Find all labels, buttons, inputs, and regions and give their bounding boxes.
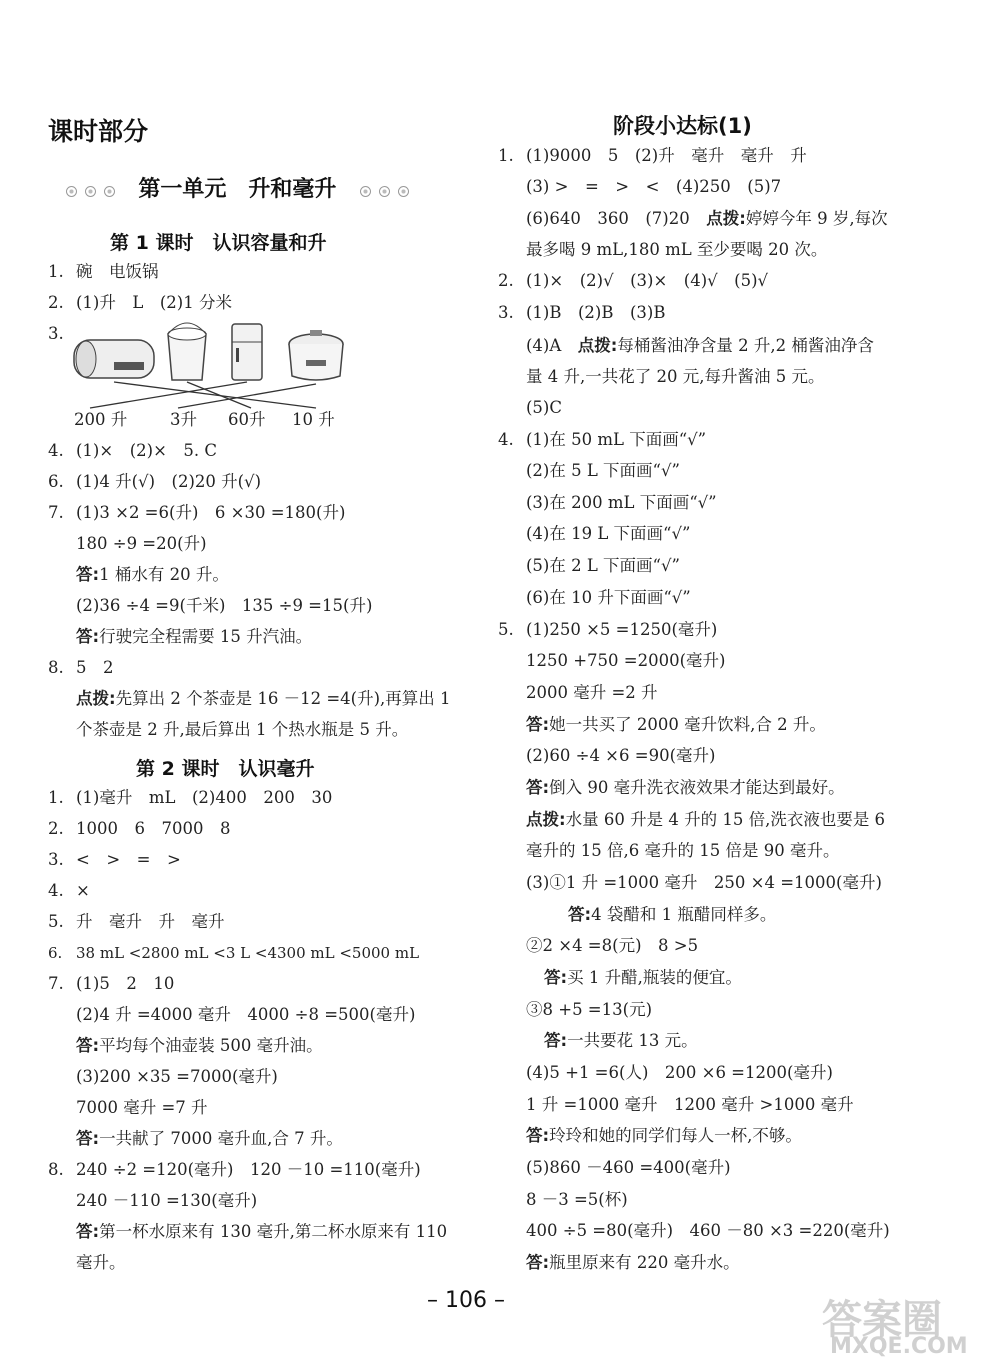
answer-line: (3)①1 升 =1000 毫升 250 ×4 =1000(毫升) <box>526 873 882 892</box>
answer-line: (4)5 +1 =6(人) 200 ×6 =1200(毫升) <box>526 1063 833 1082</box>
answer-line: 1 升 =1000 毫升 1200 毫升 >1000 毫升 <box>526 1095 854 1114</box>
answer-line: 1. 碗 电饭锅 <box>48 262 159 281</box>
answer-line: 答:一共要花 13 元。 <box>544 1031 698 1050</box>
answer-line: (4)A 点拨:每桶酱油净含量 2 升,2 桶酱油净含 <box>526 336 874 355</box>
section-title: 课时部分 <box>48 117 149 146</box>
answer-line: 8. 5 2 <box>48 658 114 677</box>
answer-line: (2)36 ÷4 =9(千米) 135 ÷9 =15(升) <box>76 596 373 615</box>
answer-line: 5. 升 毫升 升 毫升 <box>48 912 225 931</box>
ornament-icon <box>398 186 409 197</box>
ornament-icon <box>360 186 371 197</box>
answer-line: 答:玲玲和她的同学们每人一杯,不够。 <box>526 1126 802 1145</box>
answer-line: (2)在 5 L 下面画“√” <box>526 461 680 480</box>
answer-line: 240 －110 =130(毫升) <box>76 1191 258 1210</box>
stage-title: 阶段小达标(1) <box>613 114 752 138</box>
bucket-tank-icon <box>74 340 154 378</box>
ornament-icon <box>85 186 96 197</box>
ornament-icon <box>379 186 390 197</box>
ornament-icon <box>104 186 115 197</box>
answer-line: 7. (1)3 ×2 =6(升) 6 ×30 =180(升) <box>48 503 346 522</box>
answer-line: 2. (1)× (2)√ (3)× (4)√ (5)√ <box>498 271 769 290</box>
answer-line: (3) > = > < (4)250 (5)7 <box>526 177 782 196</box>
answer-line: (4)在 19 L 下面画“√” <box>526 524 691 543</box>
answer-line: 答:4 袋醋和 1 瓶醋同样多。 <box>568 905 777 924</box>
answer-line: 4. (1)× (2)× 5. C <box>48 441 218 460</box>
watermark-logo: 答案圈 <box>822 1297 942 1343</box>
answer-line: 6. (1)4 升(√) (2)20 升(√) <box>48 472 262 491</box>
answer-line: (6)在 10 升下面画“√” <box>526 588 691 607</box>
answer-line: 答:倒入 90 毫升洗衣液效果才能达到最好。 <box>526 778 845 797</box>
lesson2-title: 第 2 课时 认识毫升 <box>136 758 315 780</box>
answer-line: 点拨:水量 60 升是 4 升的 15 倍,洗衣液也要是 6 <box>526 810 886 829</box>
answer-line: 6. 38 mL <2800 mL <3 L <4300 mL <5000 mL <box>48 944 420 962</box>
answer-line: 1250 +750 =2000(毫升) <box>526 651 726 670</box>
answer-line: 答:买 1 升醋,瓶装的便宜。 <box>544 968 742 987</box>
answer-line: 3. <box>48 324 64 343</box>
answer-line: 3. (1)B (2)B (3)B <box>498 303 666 322</box>
match-label: 60升 <box>228 410 266 429</box>
answer-line: 毫升。 <box>76 1253 126 1272</box>
unit-title: 第一单元 升和毫升 <box>138 177 337 202</box>
answer-line: 1. (1)毫升 mL (2)400 200 30 <box>48 788 333 807</box>
answer-line: (3)在 200 mL 下面画“√” <box>526 493 717 512</box>
match-label: 10 升 <box>292 410 335 429</box>
answer-line: 2. 1000 6 7000 8 <box>48 819 231 838</box>
answer-line: ③8 +5 =13(元) <box>526 1000 653 1019</box>
answer-line: 答:第一杯水原来有 130 毫升,第二杯水原来有 110 <box>76 1222 448 1241</box>
answer-line: 4. (1)在 50 mL 下面画“√” <box>498 430 707 449</box>
answer-line: 点拨:先算出 2 个茶壶是 16 －12 =4(升),再算出 1 <box>76 689 451 708</box>
answer-line: 量 4 升,一共花了 20 元,每升酱油 5 元。 <box>526 367 825 386</box>
answer-line: (5)860 －460 =400(毫升) <box>526 1158 731 1177</box>
answer-line: 个茶壶是 2 升,最后算出 1 个热水瓶是 5 升。 <box>76 720 409 739</box>
lesson1-title: 第 1 课时 认识容量和升 <box>110 232 327 254</box>
answer-line: 答:行驶完全程需要 15 升汽油。 <box>76 627 313 646</box>
unit-header <box>62 172 413 203</box>
fridge-icon <box>232 324 262 380</box>
answer-line: 最多喝 9 mL,180 mL 至少要喝 20 次。 <box>526 240 828 259</box>
answer-line: 4. × <box>48 881 90 900</box>
rice-cooker-icon <box>289 330 343 380</box>
answer-line: 答:她一共买了 2000 毫升饮料,合 2 升。 <box>526 715 826 734</box>
answer-line: 400 ÷5 =80(毫升) 460 －80 ×3 =220(毫升) <box>526 1221 890 1240</box>
answer-line: 8. 240 ÷2 =120(毫升) 120 －10 =110(毫升) <box>48 1160 421 1179</box>
answer-line: 毫升的 15 倍,6 毫升的 15 倍是 90 毫升。 <box>526 841 840 860</box>
match-label: 200 升 <box>74 410 128 429</box>
page-number: – 106 – <box>427 1288 505 1313</box>
watermark-url: MXQE.COM <box>830 1334 968 1359</box>
answer-line: ②2 ×4 =8(元) 8 >5 <box>526 936 699 955</box>
answer-line: 180 ÷9 =20(升) <box>76 534 207 553</box>
answer-line: 8 －3 =5(杯) <box>526 1190 628 1209</box>
answer-line: (6)640 360 (7)20 点拨:婷婷今年 9 岁,每次 <box>526 209 888 228</box>
bucket-icon <box>168 323 206 380</box>
answer-line: 1. (1)9000 5 (2)升 毫升 毫升 升 <box>498 146 807 165</box>
answer-line: 2000 毫升 =2 升 <box>526 683 658 702</box>
answer-line: 7. (1)5 2 10 <box>48 974 175 993</box>
answer-line: (5)C <box>526 398 562 417</box>
answer-line: (2)60 ÷4 ×6 =90(毫升) <box>526 746 716 765</box>
answer-line: 2. (1)升 L (2)1 分米 <box>48 293 232 312</box>
answer-line: 答:瓶里原来有 220 毫升水。 <box>526 1253 740 1272</box>
answer-line: (3)200 ×35 =7000(毫升) <box>76 1067 278 1086</box>
answer-line: 答:1 桶水有 20 升。 <box>76 565 229 584</box>
answer-line: 3. < > = > <box>48 850 181 869</box>
answer-line: 答:平均每个油壶装 500 毫升油。 <box>76 1036 323 1055</box>
answer-line: 5. (1)250 ×5 =1250(毫升) <box>498 620 718 639</box>
matching-lines <box>90 382 316 408</box>
answer-line: 答:一共献了 7000 毫升血,合 7 升。 <box>76 1129 343 1148</box>
ornament-icon <box>66 186 77 197</box>
answer-line: 7000 毫升 =7 升 <box>76 1098 208 1117</box>
answer-line: (2)4 升 =4000 毫升 4000 ÷8 =500(毫升) <box>76 1005 416 1024</box>
match-label: 3升 <box>170 410 197 429</box>
answer-line: (5)在 2 L 下面画“√” <box>526 556 680 575</box>
